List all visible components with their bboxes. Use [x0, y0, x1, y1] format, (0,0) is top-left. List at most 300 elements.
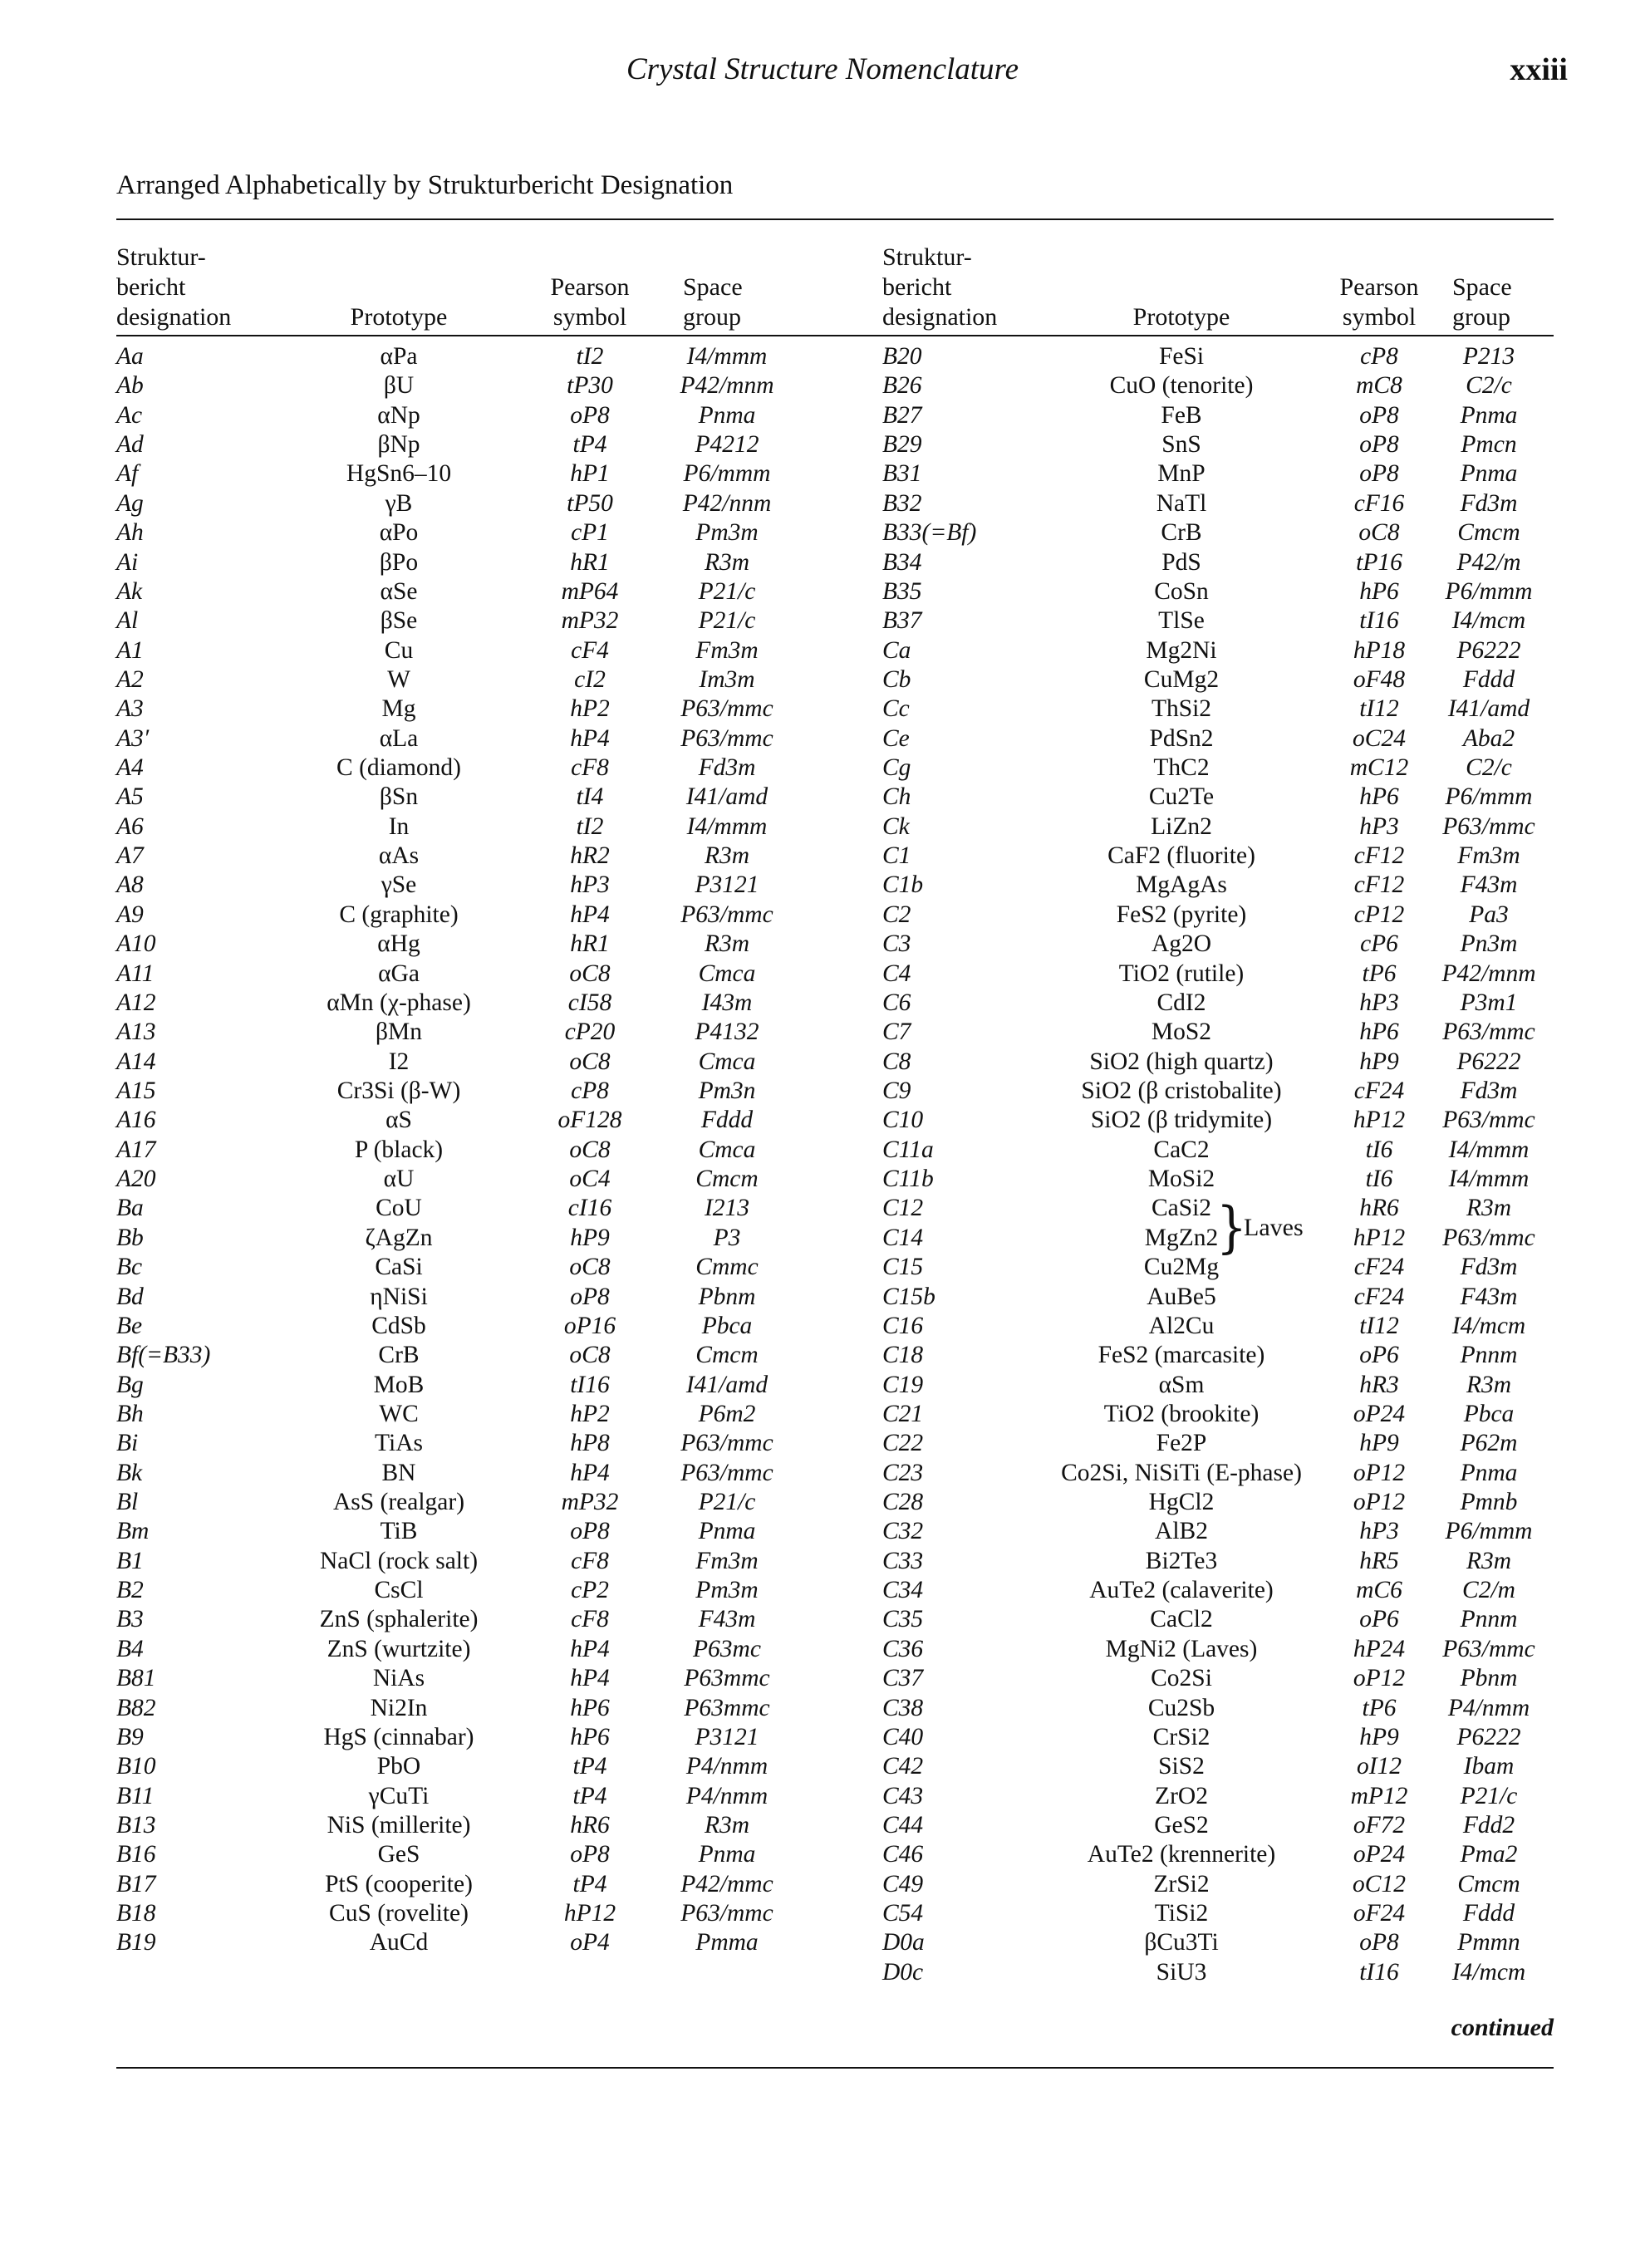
- space-group-cell: Pnma: [698, 1518, 756, 1545]
- pearson-symbol-cell: mC6: [1356, 1577, 1402, 1604]
- table-row: [882, 1165, 1554, 1194]
- pearson-symbol-cell: cP20: [564, 1019, 616, 1046]
- space-group-cell: P6m2: [698, 1400, 756, 1427]
- designation-cell: C3: [882, 930, 911, 958]
- designation-cell: Ce: [882, 724, 910, 752]
- table-row: [116, 1429, 843, 1458]
- designation-cell: A5: [116, 783, 144, 811]
- designation-cell: C40: [882, 1723, 924, 1750]
- table-row: [116, 871, 843, 900]
- prototype-cell: NiS (millerite): [327, 1811, 471, 1838]
- space-group-cell: P3m1: [1460, 989, 1518, 1016]
- table-row: [116, 1077, 843, 1106]
- prototype-cell: Co2Si: [1151, 1665, 1212, 1692]
- space-group-cell: P213: [1462, 343, 1515, 370]
- prototype-cell: Mg2Ni: [1146, 636, 1217, 664]
- table-row: [882, 1811, 1554, 1840]
- space-group-cell: Pnma: [698, 1841, 756, 1868]
- designation-cell: C7: [882, 1019, 911, 1046]
- prototype-cell: CdI2: [1156, 989, 1206, 1016]
- prototype-cell: PtS (cooperite): [325, 1870, 473, 1897]
- designation-cell: Ak: [116, 577, 143, 605]
- prototype-cell: FeSi: [1158, 343, 1205, 370]
- designation-cell: B2: [116, 1577, 144, 1604]
- space-group-cell: Pbca: [1463, 1400, 1515, 1427]
- designation-cell: Ch: [882, 783, 911, 811]
- table-row: [882, 606, 1554, 636]
- table-row: [116, 1811, 843, 1840]
- space-group-cell: R3m: [1466, 1547, 1512, 1574]
- table-row: [116, 430, 843, 459]
- prototype-cell: βPo: [379, 548, 419, 576]
- prototype-cell: αPa: [380, 343, 418, 370]
- pearson-symbol-cell: mC12: [1349, 754, 1409, 782]
- designation-cell: C46: [882, 1841, 924, 1868]
- prototype-cell: MgAgAs: [1136, 871, 1227, 899]
- pearson-symbol-cell: oC12: [1353, 1870, 1406, 1897]
- pearson-symbol-cell: oC8: [569, 1342, 611, 1369]
- designation-cell: Af: [116, 460, 139, 488]
- table-row: [882, 577, 1554, 606]
- space-group-cell: Pm3m: [695, 1577, 759, 1604]
- prototype-cell: αU: [383, 1166, 415, 1193]
- space-group-cell: Pn3m: [1460, 930, 1518, 958]
- table-row: [882, 930, 1554, 959]
- space-group-cell: Fm3m: [695, 1547, 759, 1574]
- space-group-cell: I41/amd: [1447, 695, 1530, 723]
- pearson-symbol-cell: tI12: [1359, 695, 1399, 723]
- prototype-cell: Ag2O: [1151, 930, 1212, 958]
- table-row: [116, 1488, 843, 1517]
- prototype-cell: WC: [379, 1400, 419, 1427]
- space-group-cell: Pnnm: [1460, 1606, 1518, 1633]
- designation-cell: Cg: [882, 754, 911, 782]
- designation-cell: Ck: [882, 812, 910, 840]
- space-group-cell: P63mmc: [684, 1665, 770, 1692]
- pearson-symbol-cell: tP4: [572, 431, 607, 459]
- space-group-cell: Cmca: [698, 960, 756, 987]
- table-row: [116, 1371, 843, 1400]
- table-row: [116, 1899, 843, 1928]
- table-row: [116, 1547, 843, 1576]
- pearson-symbol-cell: oP8: [1359, 401, 1399, 429]
- space-group-cell: P63/mmc: [1442, 1019, 1535, 1046]
- space-group-cell: Pnma: [1460, 1459, 1518, 1486]
- prototype-cell: βCu3Ti: [1144, 1929, 1219, 1956]
- prototype-cell: FeS2 (pyrite): [1116, 901, 1247, 928]
- prototype-cell: SiS2: [1158, 1753, 1205, 1780]
- table-row: [116, 724, 843, 754]
- table-row: [882, 1459, 1554, 1488]
- designation-cell: C33: [882, 1547, 924, 1574]
- designation-cell: C34: [882, 1577, 924, 1604]
- designation-cell: C2: [882, 901, 911, 928]
- designation-cell: Ac: [116, 401, 143, 429]
- space-group-cell: Cmcm: [1457, 1870, 1520, 1897]
- designation-cell: Bb: [116, 1224, 144, 1251]
- designation-cell: C14: [882, 1224, 924, 1251]
- table-row: [882, 1840, 1554, 1869]
- pearson-symbol-cell: oF128: [557, 1107, 622, 1134]
- pearson-symbol-cell: oC8: [569, 1048, 611, 1075]
- space-group-cell: R3m: [704, 548, 750, 576]
- designation-cell: C10: [882, 1107, 924, 1134]
- designation-cell: B82: [116, 1694, 156, 1721]
- table-row: [116, 989, 843, 1018]
- table-row: [116, 1576, 843, 1605]
- prototype-cell: Fe2P: [1156, 1430, 1207, 1457]
- table-row: [882, 489, 1554, 518]
- table-row: [882, 430, 1554, 459]
- space-group-cell: P6222: [1456, 1048, 1521, 1075]
- designation-cell: C11a: [882, 1136, 934, 1163]
- designation-cell: A9: [116, 901, 144, 928]
- designation-cell: Bm: [116, 1518, 150, 1545]
- pearson-symbol-cell: oP8: [570, 1841, 610, 1868]
- prototype-cell: ζAgZn: [365, 1224, 433, 1251]
- designation-cell: Cb: [882, 665, 911, 693]
- space-group-cell: P21/c: [698, 607, 756, 635]
- table-row: [882, 724, 1554, 754]
- pearson-symbol-cell: cF12: [1353, 842, 1405, 870]
- designation-cell: Ad: [116, 431, 144, 459]
- pearson-symbol-cell: cF24: [1353, 1254, 1405, 1281]
- table-row: [116, 518, 843, 547]
- pearson-symbol-cell: cF8: [571, 1547, 609, 1574]
- prototype-cell: CaSi2: [1151, 1195, 1212, 1222]
- table-header-left: [116, 234, 843, 332]
- prototype-cell: CdSb: [371, 1312, 426, 1339]
- table-row: [882, 1576, 1554, 1605]
- space-group-cell: P3121: [695, 1723, 759, 1750]
- prototype-cell: ηNiSi: [370, 1283, 428, 1310]
- pearson-symbol-cell: hP6: [570, 1723, 610, 1750]
- table-row: [116, 401, 843, 430]
- pearson-symbol-cell: cP12: [1353, 901, 1405, 928]
- designation-cell: C54: [882, 1900, 924, 1927]
- designation-cell: A12: [116, 989, 156, 1016]
- designation-cell: B11: [116, 1782, 155, 1809]
- table-body-left: [116, 342, 843, 1958]
- space-group-cell: Fddd: [1462, 1900, 1515, 1927]
- prototype-cell: CrB: [1161, 519, 1202, 547]
- table-row: [116, 1928, 843, 1957]
- table-row: [116, 1870, 843, 1899]
- table-row: [882, 1547, 1554, 1576]
- space-group-cell: I41/amd: [685, 783, 768, 811]
- space-group-cell: Pm3n: [698, 1077, 756, 1104]
- designation-cell: Aa: [116, 343, 144, 370]
- space-group-cell: Pma2: [1460, 1841, 1518, 1868]
- prototype-cell: MoB: [373, 1371, 425, 1398]
- pearson-symbol-cell: hR6: [570, 1811, 610, 1838]
- prototype-cell: γB: [385, 489, 413, 517]
- pearson-symbol-cell: cF4: [571, 636, 609, 664]
- prototype-cell: GeS: [377, 1841, 420, 1868]
- designation-cell: A8: [116, 871, 144, 899]
- table-row: [882, 1899, 1554, 1928]
- prototype-cell: FeS2 (marcasite): [1097, 1342, 1265, 1369]
- designation-cell: Ah: [116, 519, 144, 547]
- table-row: [116, 1018, 843, 1047]
- table-body-right: [882, 342, 1554, 1987]
- table-row: [116, 812, 843, 842]
- pearson-symbol-cell: hP4: [570, 1635, 610, 1662]
- space-group-cell: P63/mmc: [1442, 1224, 1535, 1251]
- pearson-symbol-cell: hP6: [1359, 577, 1399, 605]
- table-row: [116, 548, 843, 577]
- designation-cell: A16: [116, 1107, 156, 1134]
- table-row: [116, 783, 843, 812]
- pearson-symbol-cell: oP12: [1353, 1459, 1406, 1486]
- prototype-cell: CaCl2: [1150, 1606, 1213, 1633]
- prototype-cell: NaTl: [1156, 489, 1207, 517]
- pearson-symbol-cell: oF24: [1353, 1900, 1406, 1927]
- prototype-cell: MgZn2: [1144, 1224, 1219, 1251]
- prototype-cell: SiU3: [1156, 1958, 1207, 1986]
- prototype-cell: TiAs: [375, 1430, 423, 1457]
- prototype-cell: AuCd: [369, 1929, 429, 1956]
- space-group-cell: I4/mmm: [686, 812, 768, 840]
- pearson-symbol-cell: cI58: [567, 989, 612, 1016]
- space-group-cell: Pa3: [1469, 901, 1509, 928]
- pearson-symbol-cell: mP64: [561, 577, 619, 605]
- prototype-cell: βSe: [380, 607, 418, 635]
- designation-cell: B4: [116, 1635, 144, 1662]
- pearson-symbol-cell: tI6: [1365, 1136, 1393, 1163]
- table-row: [116, 1664, 843, 1693]
- table-row: [882, 342, 1554, 371]
- designation-cell: Ba: [116, 1195, 144, 1222]
- pearson-symbol-cell: hP12: [1353, 1107, 1406, 1134]
- pearson-symbol-cell: cF16: [1353, 489, 1405, 517]
- space-group-cell: Pnma: [1460, 460, 1518, 488]
- designation-cell: Bk: [116, 1459, 143, 1486]
- pearson-symbol-cell: tP4: [572, 1870, 607, 1897]
- table-row: [882, 1312, 1554, 1341]
- pearson-symbol-cell: hR5: [1359, 1547, 1399, 1574]
- space-group-cell: I4/mcm: [1451, 1312, 1526, 1339]
- designation-cell: C11b: [882, 1166, 934, 1193]
- space-group-cell: P21/c: [698, 1489, 756, 1516]
- designation-cell: A14: [116, 1048, 156, 1075]
- table-row: [116, 1517, 843, 1546]
- space-group-cell: P4132: [695, 1019, 759, 1046]
- prototype-cell: αNp: [377, 401, 420, 429]
- prototype-cell: βSn: [379, 783, 419, 811]
- pearson-symbol-cell: mP32: [561, 607, 619, 635]
- space-group-cell: Pbnm: [1460, 1665, 1518, 1692]
- header-space-group: Space group: [1452, 273, 1512, 331]
- space-group-cell: P4/nmm: [1447, 1694, 1530, 1721]
- space-group-cell: Fd3m: [698, 754, 756, 782]
- prototype-cell: AuBe5: [1147, 1283, 1216, 1310]
- pearson-symbol-cell: oP24: [1353, 1400, 1406, 1427]
- space-group-cell: P63/mmc: [1442, 812, 1535, 840]
- pearson-symbol-cell: hP6: [1359, 783, 1399, 811]
- table-row: [882, 1077, 1554, 1106]
- table-row: [116, 1106, 843, 1135]
- table-row: [116, 1723, 843, 1752]
- pearson-symbol-cell: tI6: [1365, 1166, 1393, 1193]
- space-group-cell: P63mmc: [684, 1694, 770, 1721]
- table-row: [116, 489, 843, 518]
- prototype-cell: SiO2 (β tridymite): [1090, 1107, 1273, 1134]
- designation-cell: B1: [116, 1547, 144, 1574]
- table-row: [116, 371, 843, 400]
- designation-cell: B19: [116, 1929, 156, 1956]
- space-group-cell: P4212: [695, 431, 759, 459]
- table-row: [882, 754, 1554, 783]
- pearson-symbol-cell: tI16: [570, 1371, 610, 1398]
- pearson-symbol-cell: oP8: [570, 1518, 610, 1545]
- table-row: [116, 930, 843, 959]
- space-group-cell: Cmcm: [695, 1166, 759, 1193]
- designation-cell: Bd: [116, 1283, 144, 1310]
- prototype-cell: αSm: [1158, 1371, 1205, 1398]
- pearson-symbol-cell: cP6: [1360, 930, 1398, 958]
- table-row: [116, 960, 843, 989]
- pearson-symbol-cell: mP32: [561, 1489, 619, 1516]
- prototype-cell: GeS2: [1154, 1811, 1209, 1838]
- designation-cell: B32: [882, 489, 922, 517]
- designation-cell: Bc: [116, 1254, 143, 1281]
- designation-cell: B31: [882, 460, 922, 488]
- space-group-cell: I4/mmm: [1448, 1136, 1530, 1163]
- pearson-symbol-cell: cP8: [571, 1077, 609, 1104]
- pearson-symbol-cell: cF8: [571, 754, 609, 782]
- prototype-cell: αPo: [379, 519, 419, 547]
- header-pearson-symbol: Pearson symbol: [550, 273, 630, 331]
- designation-cell: C21: [882, 1400, 924, 1427]
- space-group-cell: P63/mmc: [680, 901, 773, 928]
- prototype-cell: P (black): [354, 1136, 444, 1163]
- designation-cell: C15: [882, 1254, 924, 1281]
- space-group-cell: P42/mnm: [680, 372, 774, 400]
- designation-cell: C12: [882, 1195, 924, 1222]
- prototype-cell: MgNi2 (Laves): [1105, 1635, 1258, 1662]
- prototype-cell: Cu2Sb: [1147, 1694, 1215, 1721]
- pearson-symbol-cell: hP3: [1359, 812, 1399, 840]
- table-row: [116, 842, 843, 871]
- designation-cell: C44: [882, 1811, 924, 1838]
- designation-cell: B20: [882, 343, 922, 370]
- pearson-symbol-cell: tI4: [576, 783, 604, 811]
- space-group-cell: R3m: [704, 1811, 750, 1838]
- designation-cell: B81: [116, 1665, 156, 1692]
- designation-cell: A11: [116, 960, 155, 987]
- pearson-symbol-cell: tI2: [576, 343, 604, 370]
- pearson-symbol-cell: hP9: [1359, 1430, 1399, 1457]
- table-row: [882, 1870, 1554, 1899]
- space-group-cell: Cmmc: [695, 1254, 759, 1281]
- space-group-cell: R3m: [1466, 1371, 1512, 1398]
- designation-cell: C1: [882, 842, 911, 870]
- prototype-cell: NaCl (rock salt): [319, 1547, 479, 1574]
- pearson-symbol-cell: hP12: [1353, 1224, 1406, 1251]
- laves-label: Laves: [1244, 1214, 1304, 1241]
- pearson-symbol-cell: cP8: [1360, 343, 1398, 370]
- designation-cell: Ai: [116, 548, 139, 576]
- space-group-cell: P3: [713, 1224, 741, 1251]
- designation-cell: C9: [882, 1077, 911, 1104]
- space-group-cell: I4/mmm: [1448, 1166, 1530, 1193]
- prototype-cell: In: [388, 812, 410, 840]
- running-head: [0, 52, 1645, 93]
- space-group-cell: I213: [704, 1195, 750, 1222]
- pearson-symbol-cell: hR6: [1359, 1195, 1399, 1222]
- pearson-symbol-cell: oP8: [1359, 460, 1399, 488]
- pearson-symbol-cell: mP12: [1350, 1782, 1408, 1809]
- pearson-symbol-cell: oI12: [1356, 1753, 1402, 1780]
- pearson-symbol-cell: hP9: [570, 1224, 610, 1251]
- table-row: [882, 1429, 1554, 1458]
- designation-cell: A3′: [116, 724, 150, 752]
- prototype-cell: βNp: [377, 431, 420, 459]
- table-row: [882, 1605, 1554, 1634]
- space-group-cell: I43m: [701, 989, 753, 1016]
- pearson-symbol-cell: hP6: [1359, 1019, 1399, 1046]
- prototype-cell: αSe: [380, 577, 418, 605]
- continued-note: continued: [1451, 2014, 1554, 2041]
- space-group-cell: P4/nmm: [685, 1782, 768, 1809]
- prototype-cell: I2: [388, 1048, 410, 1075]
- space-group-cell: F43m: [1460, 871, 1518, 899]
- designation-cell: B37: [882, 607, 922, 635]
- space-group-cell: P6/mmm: [1445, 783, 1533, 811]
- pearson-symbol-cell: tP50: [567, 489, 613, 517]
- pearson-symbol-cell: hP12: [563, 1900, 616, 1927]
- prototype-cell: CsCl: [374, 1577, 424, 1604]
- designation-cell: C38: [882, 1694, 924, 1721]
- prototype-cell: MoSi2: [1147, 1166, 1215, 1193]
- table-row: [882, 401, 1554, 430]
- pearson-symbol-cell: hP2: [570, 1400, 610, 1427]
- table-row: [116, 1253, 843, 1282]
- table-row: [116, 1224, 843, 1253]
- designation-cell: C1b: [882, 871, 924, 899]
- designation-cell: C37: [882, 1665, 924, 1692]
- table-row: [882, 371, 1554, 400]
- pearson-symbol-cell: cI16: [567, 1195, 612, 1222]
- pearson-symbol-cell: oF72: [1353, 1811, 1406, 1838]
- designation-cell: B17: [116, 1870, 156, 1897]
- designation-cell: A1: [116, 636, 144, 664]
- designation-cell: B13: [116, 1811, 156, 1838]
- prototype-cell: AuTe2 (calaverite): [1089, 1577, 1274, 1604]
- designation-cell: C49: [882, 1870, 924, 1897]
- header-designation: Struktur- bericht designation: [882, 243, 998, 331]
- space-group-cell: Fm3m: [695, 636, 759, 664]
- table-row: [882, 1752, 1554, 1781]
- space-group-cell: P6/mmm: [1445, 577, 1533, 605]
- space-group-cell: P3121: [695, 871, 759, 899]
- pearson-symbol-cell: tI16: [1359, 1958, 1399, 1986]
- prototype-cell: TlSe: [1158, 607, 1205, 635]
- table-row: [882, 1371, 1554, 1400]
- prototype-cell: CoU: [376, 1195, 422, 1222]
- table-top-rule: [116, 218, 1554, 220]
- table-row: [882, 1928, 1554, 1957]
- space-group-cell: P62m: [1460, 1430, 1518, 1457]
- prototype-cell: ThC2: [1153, 754, 1210, 782]
- space-group-cell: P42/m: [1456, 548, 1521, 576]
- space-group-cell: C2/m: [1462, 1577, 1515, 1604]
- running-title: Crystal Structure Nomenclature: [626, 52, 1019, 86]
- designation-cell: Bl: [116, 1489, 139, 1516]
- space-group-cell: P63/mmc: [680, 1900, 773, 1927]
- prototype-cell: FeB: [1161, 401, 1202, 429]
